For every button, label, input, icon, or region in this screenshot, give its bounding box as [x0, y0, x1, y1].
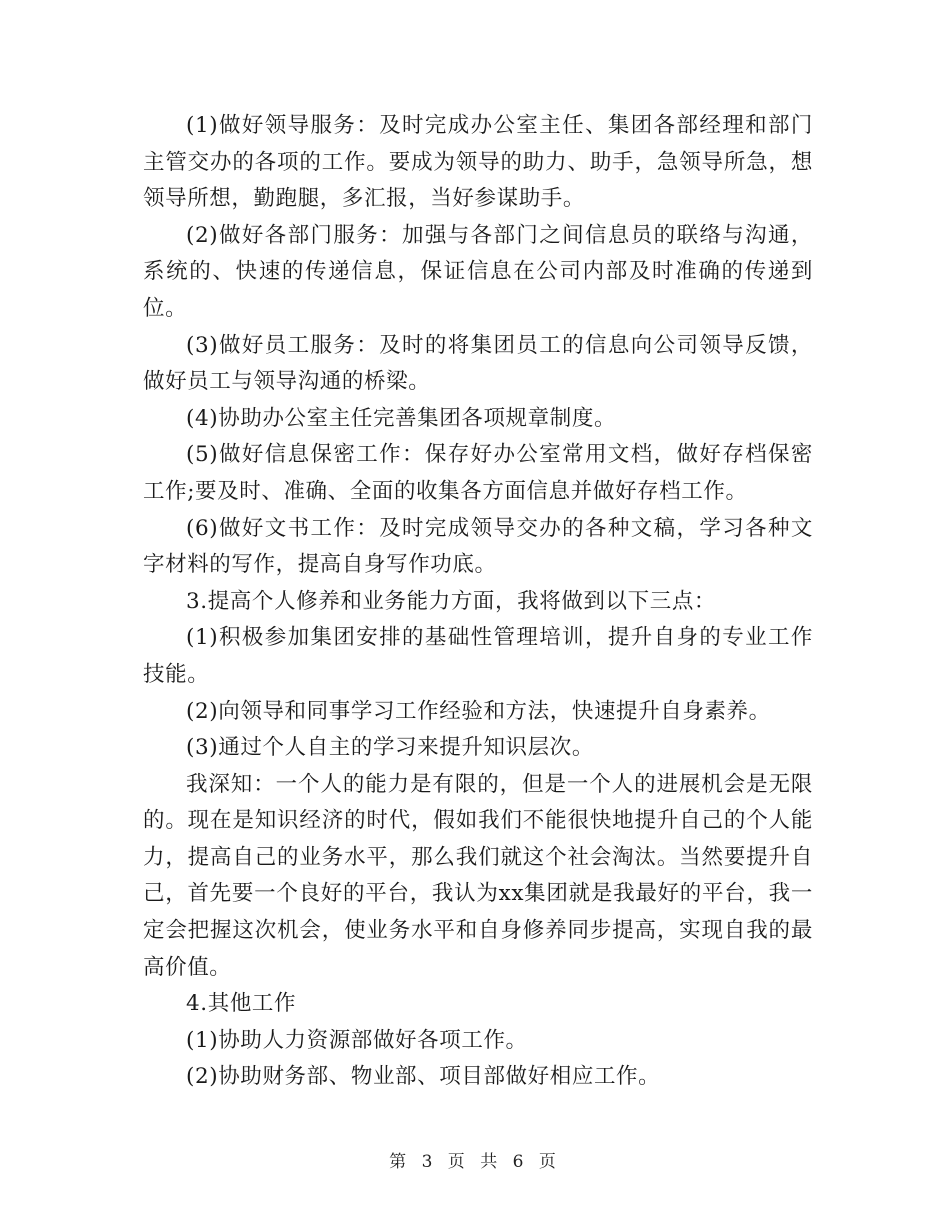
paragraph: (2)向领导和同事学习工作经验和方法，快速提升自身素养。: [186, 698, 771, 724]
section-heading: 3.提高个人修养和业务能力方面，我将做到以下三点：: [186, 588, 717, 614]
paragraph: (6)做好文书工作：及时完成领导交办的各种文稿，学习各种文字材料的写作，提高自身写作功底。: [143, 515, 813, 578]
section-heading: 4.其他工作: [186, 991, 297, 1017]
paragraph: (2)做好各部门服务：加强与各部门之间信息员的联络与沟通，系统的、快速的传递信息，保证信息在公司内部及时准确的传递到位。: [143, 222, 813, 321]
paragraph: (3)通过个人自主的学习来提升知识层次。: [186, 735, 594, 761]
paragraph: 我深知：一个人的能力是有限的，但是一个人的进展机会是无限的。现在是知识经济的时代，假如我们不能很快地提升自己的个人能力，提高自己的业务水平，那么我们就这个社会淘汰。当然要提升自己，首先要一个良好的平台，我认为xx集团就是我最好的平台，我一定会把握这次机会，使业务水平和自身修养同步提高，实现自我的最高价值。: [143, 771, 813, 980]
paragraph: (3)做好员工服务：及时的将集团员工的信息向公司领导反馈，做好员工与领导沟通的桥梁。: [143, 332, 813, 395]
paragraph: (1)协助人力资源部做好各项工作。: [186, 1027, 528, 1053]
paragraph: (5)做好信息保密工作：保存好办公室常用文档，做好存档保密工作;要及时、准确、全面的收集各方面信息并做好存档工作。: [143, 442, 813, 504]
paragraph: (2)协助财务部、物业部、项目部做好相应工作。: [186, 1064, 661, 1090]
paragraph: (4)协助办公室主任完善集团各项规章制度。: [186, 405, 617, 431]
page-number-footer: 第 3 页 共 6 页: [389, 1152, 561, 1172]
document-body: [143, 108, 813, 1096]
paragraph: (1)做好领导服务：及时完成办公室主任、集团各部经理和部门主管交办的各项的工作。要成为领导的助力、助手，急领导所急，想领导所想，勤跑腿，多汇报，当好参谋助手。: [143, 113, 813, 212]
paragraph: (1)积极参加集团安排的基础性管理培训，提升自身的专业工作技能。: [143, 625, 813, 687]
